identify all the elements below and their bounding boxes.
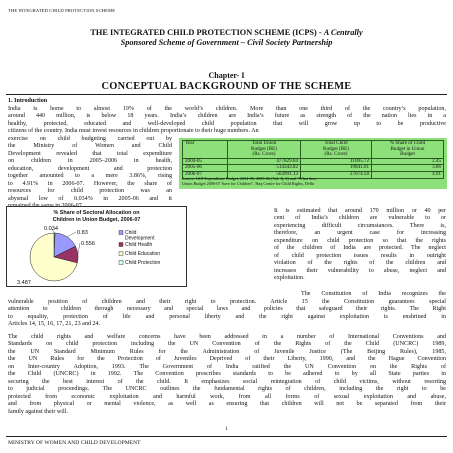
table-cell: 3.86 xyxy=(372,165,444,172)
chart-title-line: Children in Union Budget, 2006-07 xyxy=(52,216,141,223)
legend-swatch xyxy=(119,231,123,235)
vulnerability-line: expenditure on child protection so that the rights xyxy=(274,237,446,244)
constitution-line: Articles 14, 15, 16, 17, 21, 23 and 24. xyxy=(8,321,101,328)
document-title xyxy=(30,28,423,47)
table-cell: 2005-06 xyxy=(183,165,228,172)
welfare-line: securing the best interest of the child. It emphasizes social reintegration of child victims, without resorting xyxy=(8,378,446,385)
table-header-row xyxy=(183,141,444,159)
chapter-title: CONCEPTUAL BACKGROUND OF THE SCHEME xyxy=(101,81,352,92)
legend-label: Child xyxy=(125,230,137,236)
table-cell: 11695.72 xyxy=(301,158,372,165)
vulnerability-line: increases their vulnerability to abuse, neglect and xyxy=(274,267,446,274)
legend-label: Development xyxy=(125,235,155,242)
running-head: THE INTEGRATED CHILD PROTECTION SCHEME xyxy=(8,8,116,13)
chart-title-line: % Share of Sectoral Allocation on xyxy=(53,210,140,216)
intro-left-line: Development revealed that total expenditure xyxy=(8,150,172,157)
vulnerability-line: exploitation. xyxy=(274,275,305,282)
vulnerability-line: It is estimated that around 170 million or 40 per xyxy=(274,208,446,214)
constitution-paragraph xyxy=(8,299,446,329)
source-line: Source: GOI Expenditure Budget, 2004-05, 2005-06 (Vol. I); 2) and “What does xyxy=(182,176,317,181)
vulnerability-line: therefore, an urgent case for increasing xyxy=(274,230,446,237)
welfare-line: on Inter-country Adoption, 1993. The Government of India ratified the UN Convention on the Rights of xyxy=(8,363,446,370)
leader-line xyxy=(67,232,76,237)
intro-line: India is home to almost 19% of the world’s children. More than one third of the country’s population, xyxy=(8,106,446,112)
table-header-cell: Total Union Budget (BE) (Rs. Crore) xyxy=(228,141,301,159)
legend-label: Child Health xyxy=(125,242,153,248)
welfare-line: Standards on child protection including the UN Convention of the Rights of the Child (UNCRC) 1989, xyxy=(8,341,446,348)
table-row xyxy=(183,165,444,172)
page-number: 1 xyxy=(225,426,228,432)
table-cell: 2.45 xyxy=(372,158,444,165)
footer-text: MINISTRY OF WOMEN AND CHILD DEVELOPMENT xyxy=(8,440,141,446)
source-line: Union Budget 2006-07 Save for Children”, Haq Centre for Child Rights, Delhi xyxy=(182,181,315,186)
intro-left-line: to 4.91% in 2006-07. However, the share of xyxy=(8,180,172,187)
data-label: 0.034 xyxy=(44,226,58,232)
table-cell: 514343.82 xyxy=(228,165,301,172)
vulnerability-line: violation of the rights of the children and xyxy=(274,260,446,267)
welfare-line: and from physical or mental violence, as well as ensuring that children will not be separated from their xyxy=(8,401,446,408)
vulnerability-line: of the children of India are protected. The neglect xyxy=(274,245,446,252)
welfare-line: the UN Standard Minimum Rules for the Administration of Juvenile Justice (The Beijing Rules), 1985, xyxy=(8,348,446,355)
vulnerability-line: cent of India’s children are vulnerable to or xyxy=(274,215,446,222)
constitution-line: to equality, protection of life and personal liberty and the right against exploitation is enshrined in xyxy=(8,313,446,320)
table-header-cell: Total Child Budget (BE) (Rs. Crore) xyxy=(301,141,372,159)
data-label: 0.556 xyxy=(81,241,95,247)
welfare-line: to judicial proceedings. The UNCRC outlines the fundamental rights of children, including the right to be xyxy=(8,386,446,393)
intro-left-line: together amounted to a mere 3.86%, rising xyxy=(8,173,172,180)
title-line1: THE INTEGRATED CHILD PROTECTION SCHEME (ICPS) - xyxy=(90,28,324,37)
intro-left-line: education, development and protection xyxy=(8,165,172,172)
footer-rule xyxy=(6,436,447,437)
table-source-note xyxy=(182,176,444,186)
table-cell: 563991.13 xyxy=(228,171,301,178)
table-header-cell: Year xyxy=(183,141,228,159)
table-cell: 477829.04 xyxy=(228,158,301,165)
intro-left-line: exercise on child budgeting carried out by xyxy=(8,136,172,142)
intro-left-line: resources for child protection was an xyxy=(8,188,172,195)
intro-line: healthy, protected, educated and well-developed child population that will grow up to be productive xyxy=(8,120,446,127)
intro-line: citizens of the country. India must invest resources in children proportionate to their huge numbers. An xyxy=(8,128,259,135)
constitution-line: attention to children through necessary and special laws and policies that safeguard their rights. The Right xyxy=(8,306,446,313)
data-label: 3.487 xyxy=(17,280,31,286)
legend-swatch xyxy=(119,261,123,265)
constitution-line: vulnerable position of children and their right to protection. Article 15 the Constitution guarantees special xyxy=(8,299,446,305)
data-label: 0.83 xyxy=(77,230,88,236)
constitution-lead xyxy=(301,291,446,298)
table-cell: 19841.01 xyxy=(301,165,372,172)
pie-chart xyxy=(7,207,186,286)
pie-chart-box xyxy=(6,206,187,287)
legend-swatch xyxy=(119,252,123,256)
table-cell: 27674.58 xyxy=(301,171,372,178)
welfare-line: the UN Rules for the Protection of Juveniles Deprived of their Liberty, 1990, and the Hague Convention xyxy=(8,356,446,363)
welfare-line: the Child (UNCRC) in 1992. The Convention prescribes standards to be adhered to by all State parties in xyxy=(8,371,446,378)
legend-label: Child Education xyxy=(125,251,161,257)
chapter-label: Chapter- I xyxy=(208,71,245,80)
section-heading: 1. Introduction xyxy=(8,98,48,104)
table-cell: 2004-05 xyxy=(183,158,228,165)
vulnerability-line: of child protection issues results in outright xyxy=(274,252,446,259)
table-row xyxy=(183,158,444,165)
intro-paragraph xyxy=(8,106,446,136)
intro-left-column xyxy=(8,136,172,211)
intro-left-line: the Ministry of Women and Child xyxy=(8,143,172,150)
legend-label: Child Protection xyxy=(125,260,161,266)
leader-line xyxy=(78,243,80,254)
welfare-line: The child rights and welfare concerns have been addressed in a number of International Conventions and xyxy=(8,334,446,340)
intro-left-line: abysmal low of 0.034% in 2005-06 and it xyxy=(8,195,172,202)
chapter-rule xyxy=(6,94,447,95)
welfare-line: family against their will. xyxy=(8,408,68,415)
legend-swatch xyxy=(119,243,123,247)
budget-table xyxy=(182,140,444,179)
title-line1-italic: A Centrally xyxy=(323,28,363,37)
vulnerability-line: experiencing difficult circumstances. There is, xyxy=(274,222,446,229)
table-cell: 2006-07 xyxy=(183,171,228,178)
welfare-line: protected from economic exploitation and harmful work, from all forms of sexual exploitation and abuse, xyxy=(8,393,446,400)
title-line2: Sponsored Scheme of Government – Civil Society Partnership xyxy=(120,37,333,47)
intro-left-line: on children in 2005–2006 in health, xyxy=(8,158,172,165)
vulnerability-paragraph xyxy=(274,208,446,283)
intro-line: around 440 million, is below 18 years. India’s children are India’s future as strength of the nation lies in a xyxy=(8,113,446,120)
table-header-cell: % Share of Child Budget in Union Budget xyxy=(372,141,444,159)
table-cell: 4.91 xyxy=(372,171,444,178)
constitution-lead-line: The Constitution of India recognizes the xyxy=(301,291,446,297)
welfare-paragraph xyxy=(8,334,446,416)
